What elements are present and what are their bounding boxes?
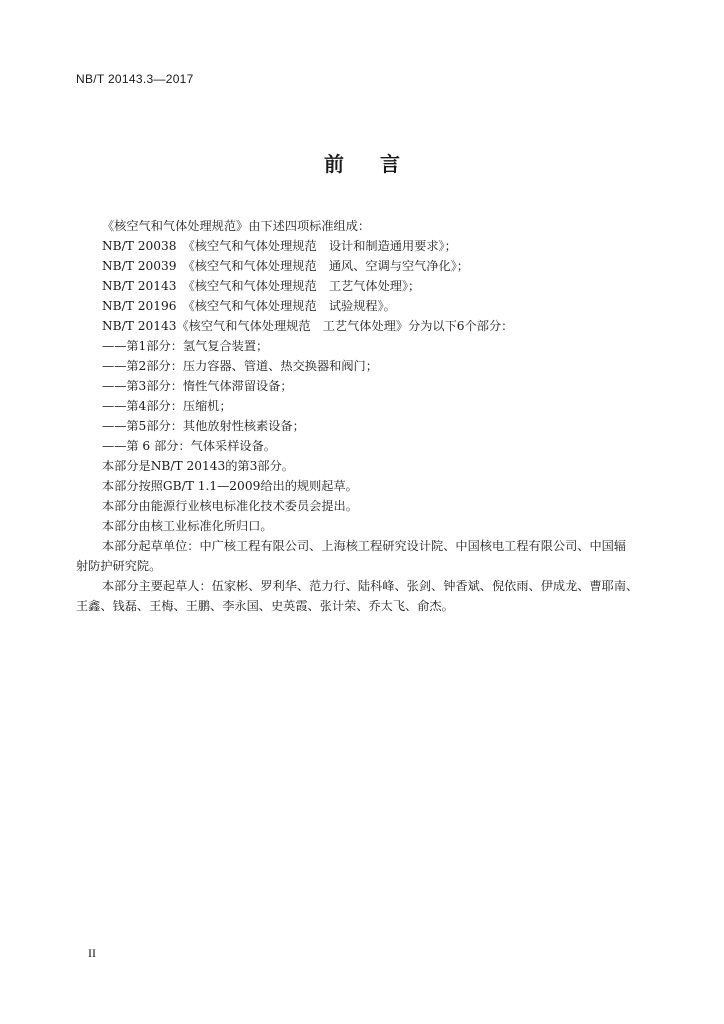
part-list-item: ——第 6 部分：气体采样设备。: [102, 439, 276, 453]
standard-list-item: NB/T 20038 《核空气和气体处理规范 设计和制造通用要求》；: [102, 239, 457, 253]
drafters-line: 本部分主要起草人：伍家彬、罗利华、范力行、陆科峰、张剑、钟香斌、倪依雨、伊成龙、曹耶南、: [102, 579, 639, 593]
paragraph-line: 本部分由能源行业核电标准化技术委员会提出。: [102, 499, 358, 513]
standard-list-item: NB/T 20196 《核空气和气体处理规范 试验规程》。: [102, 299, 396, 313]
part-list-item: ——第1部分：氢气复合装置；: [102, 339, 269, 353]
part-list-item: ——第4部分：压缩机；: [102, 399, 232, 413]
page-number: II: [88, 946, 96, 960]
standard-list-item: NB/T 20143 《核空气和气体处理规范 工艺气体处理》；: [102, 279, 421, 293]
part-list-item: ——第3部分：惰性气体滞留设备；: [102, 379, 293, 393]
standard-list-item: NB/T 20039 《核空气和气体处理规范 通风、空调与空气净化》；: [102, 259, 469, 273]
part-list-item: ——第2部分：压力容器、管道、热交换器和阀门；: [102, 359, 378, 373]
paragraph-line: 本部分由核工业标准化所归口。: [102, 519, 273, 533]
parts-intro-line: NB/T 20143《核空气和气体处理规范 工艺气体处理》分为以下6个部分：: [102, 319, 514, 333]
paragraph-line: 本部分按照GB/T 1.1—2009给出的规则起草。: [102, 479, 358, 493]
drafting-units-line: 本部分起草单位：中广核工程有限公司、上海核工程研究设计院、中国核电工程有限公司、中国辐: [102, 539, 627, 553]
intro-line: 《核空气和气体处理规范》由下述四项标准组成：: [102, 219, 371, 233]
page-title: 前言: [324, 152, 436, 176]
part-list-item: ——第5部分：其他放射性核素设备；: [102, 419, 305, 433]
paragraph-line: 本部分是NB/T 20143的第3部分。: [102, 459, 294, 473]
drafting-units-continued: 射防护研究院。: [76, 559, 162, 573]
standard-code: NB/T 20143.3—2017: [76, 72, 194, 86]
drafters-continued: 王鑫、钱磊、王梅、王鹏、李永国、史英霞、张计荣、乔太飞、俞杰。: [76, 599, 454, 613]
